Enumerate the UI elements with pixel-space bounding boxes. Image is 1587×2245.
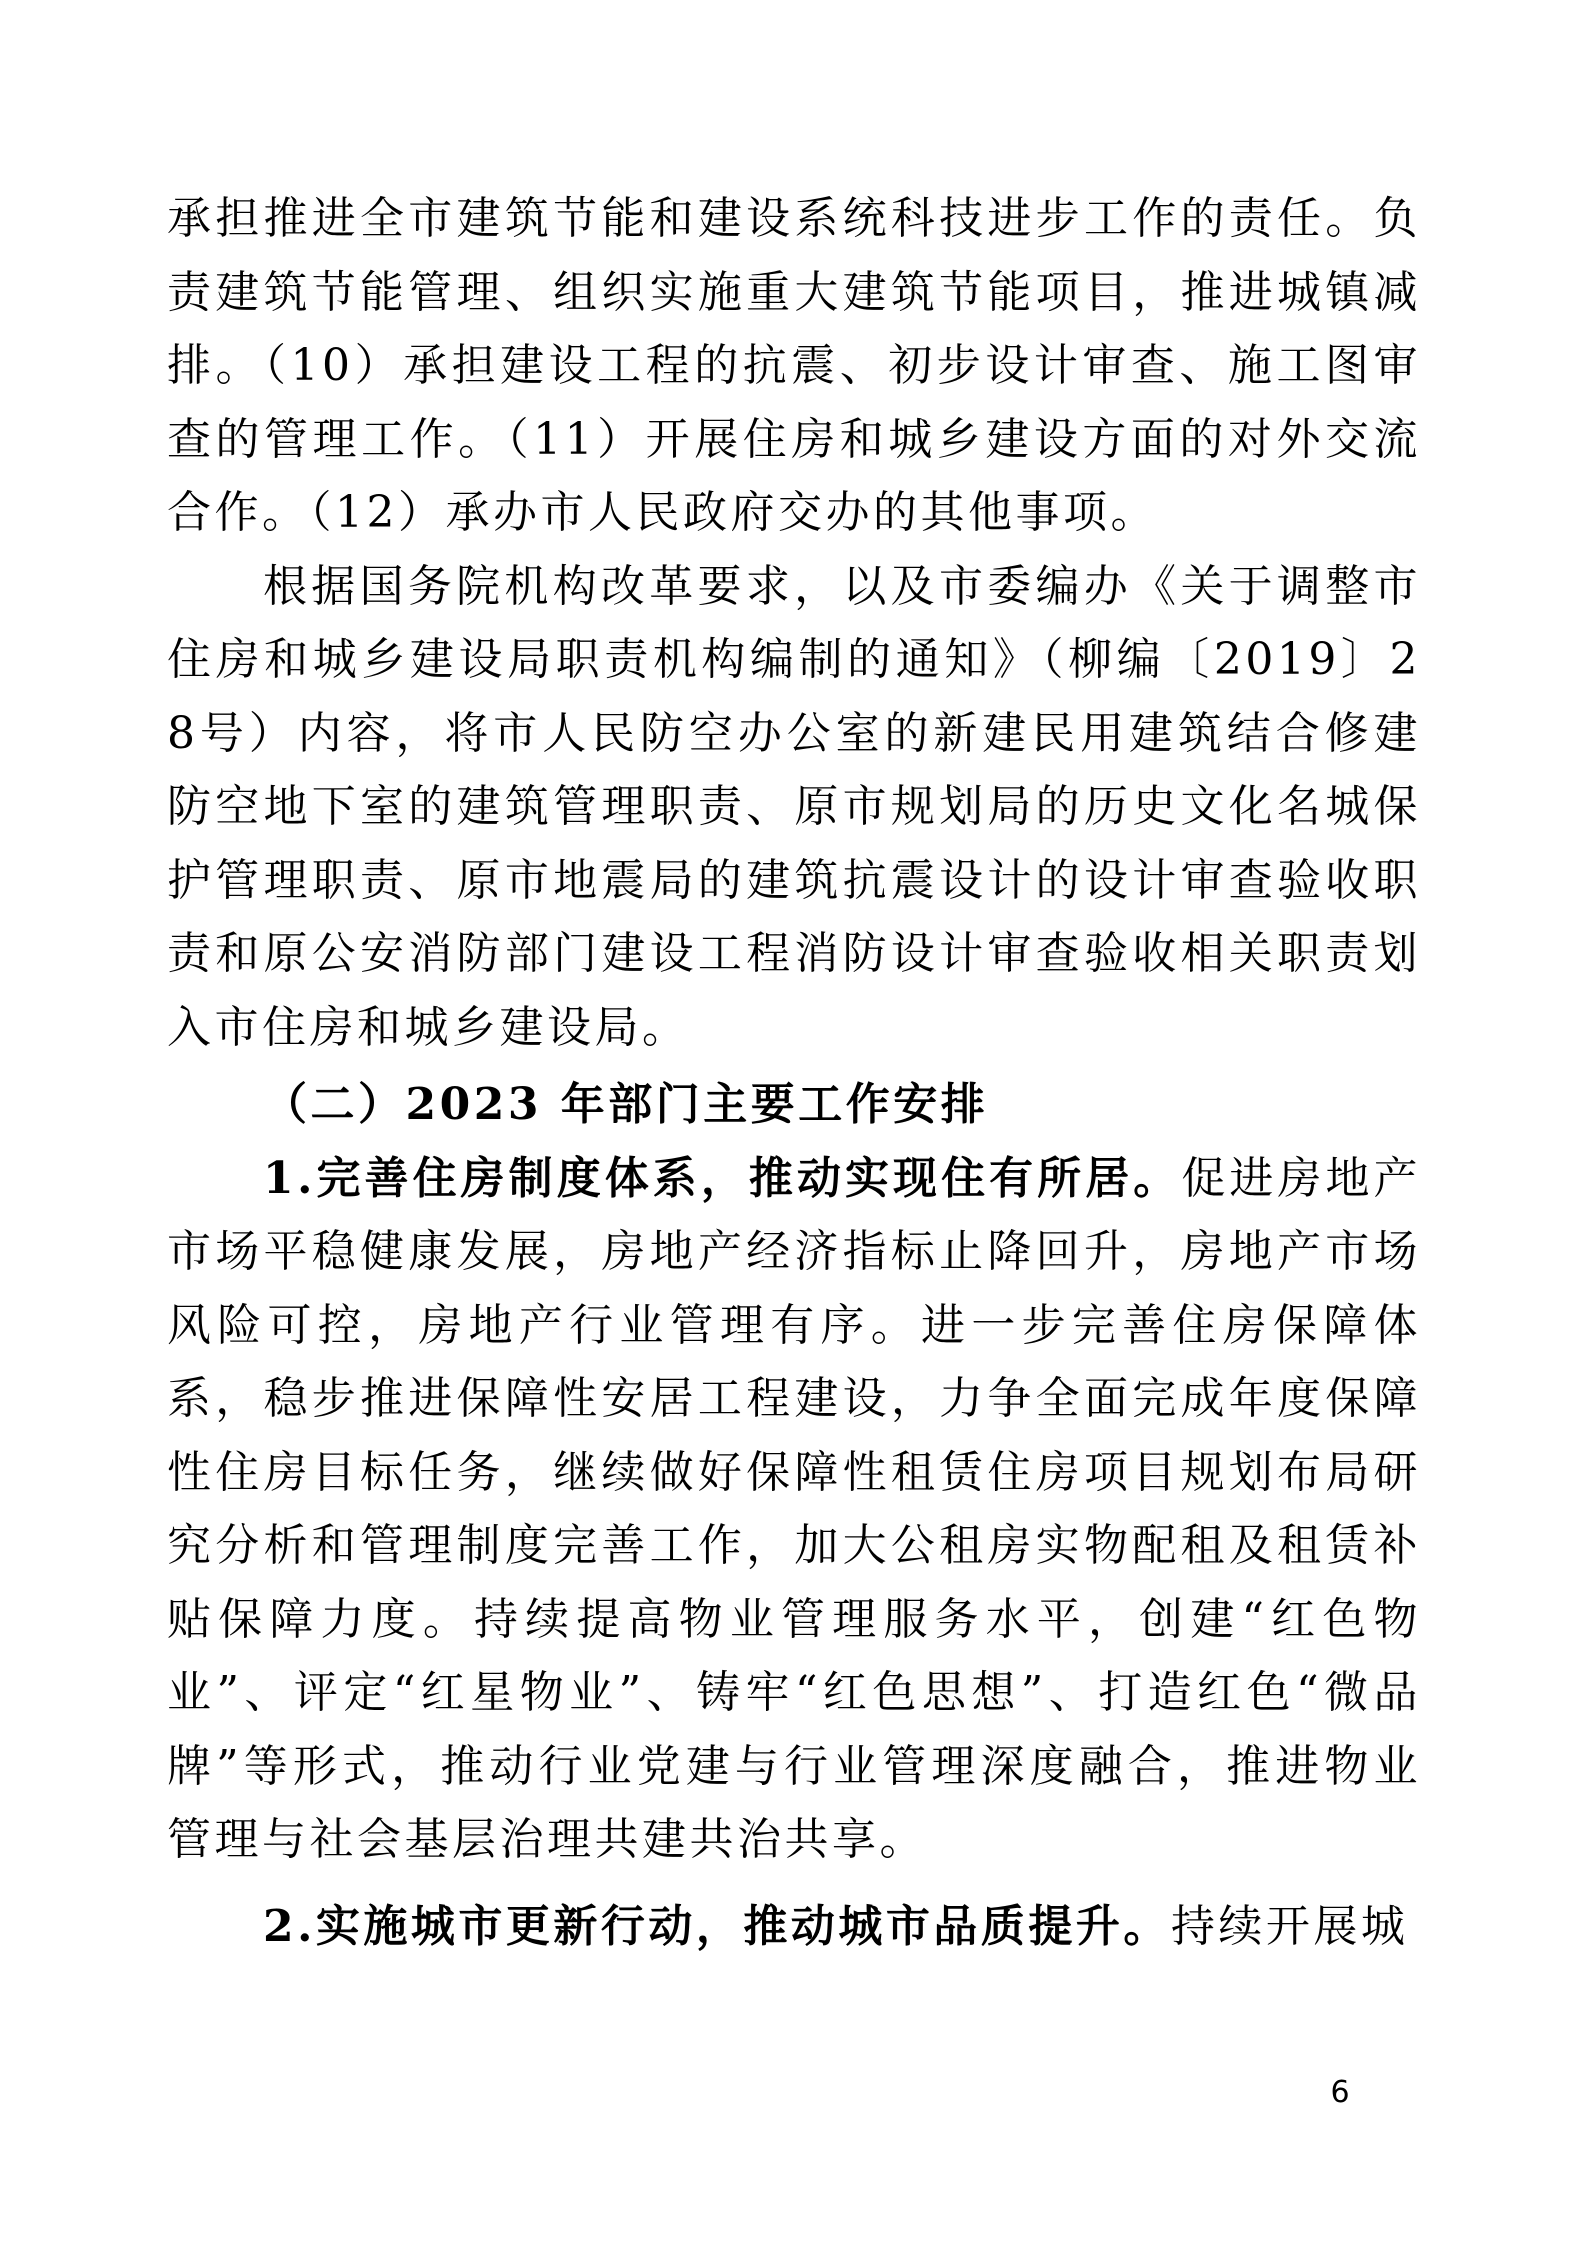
page-number: 6 (1330, 2075, 1350, 2110)
page-body-text (167, 182, 1421, 1963)
section-heading-2023-work-plan: （二）2023 年部门主要工作安排 (263, 1079, 989, 1130)
body-paragraph-housing-system (167, 1142, 1421, 1877)
body-paragraph-reform-notice: 根据国务院机构改革要求，以及市委编办《关于调整市住房和城乡建设局职责机构编制的通知》（柳编〔2019〕28号）内容，将市人民防空办公室的新建民用建筑结合修建防空地下室的建筑管理职责、原市规划局的历史文化名城保护管理职责、原市地震局的建筑抗震设计的设计审查验收职责和原公安消防部门建设工程消防设计审查验收相关职责划入市住房和城乡建设局。 (167, 560, 1421, 1053)
body-paragraph-urban-renewal (167, 1890, 1421, 1964)
paragraph-lead-sentence: 1.完善住房制度体系，推动实现住有所居。 (263, 1152, 1182, 1204)
paragraph-lead-sentence: 2.实施城市更新行动，推动城市品质提升。 (263, 1900, 1171, 1952)
paragraph-body-text: 促进房地产市场平稳健康发展，房地产经济指标止降回升，房地产市场风险可控，房地产行业管理有序。进一步完善住房保障体系，稳步推进保障性安居工程建设，力争全面完成年度保障性住房目标任务，继续做好保障性租赁住房项目规划布局研究分析和管理制度完善工作，加大公租房实物配租及租赁补贴保障力度。持续提高物业管理服务水平，创建“红色物业”、评定“红星物业”、铸牢“红色思想”、打造红色“微品牌”等形式，推动行业党建与行业管理深度融合，推进物业管理与社会基层治理共建共治共享。 (167, 1152, 1421, 1865)
paragraph-body-text: 持续开展城 (1170, 1900, 1409, 1952)
body-paragraph-continued: 承担推进全市建筑节能和建设系统科技进步工作的责任。负责建筑节能管理、组织实施重大建筑节能项目，推进城镇减排。（10）承担建设工程的抗震、初步设计审查、施工图审查的管理工作。（11）开展住房和城乡建设方面的对外交流合作。（12）承办市人民政府交办的其他事项。 (167, 193, 1421, 538)
